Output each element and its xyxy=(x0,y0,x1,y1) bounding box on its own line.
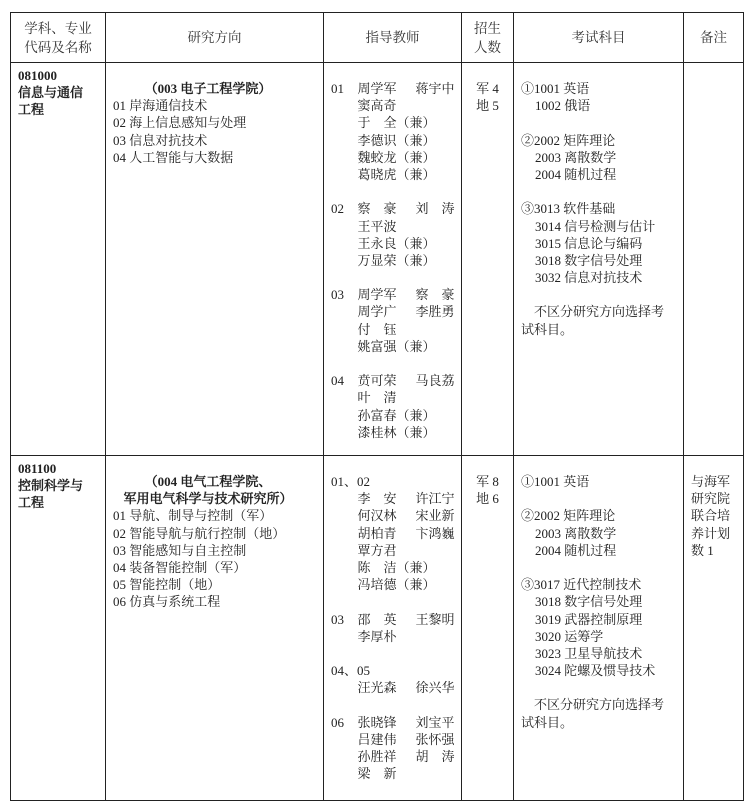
subject-name: 工程 xyxy=(18,102,45,118)
direction-item: 05 智能控制（地） xyxy=(113,577,221,593)
advisor-name: 李德识（兼） xyxy=(357,132,436,148)
exam-subject: ①1001 英语 xyxy=(521,81,590,96)
direction-item: 02 智能导航与航行控制（地） xyxy=(113,525,286,541)
advisor-name: 察 豪 xyxy=(415,287,455,303)
advisor-name: 冯培德（兼） xyxy=(357,577,436,593)
subject-name: 工程 xyxy=(18,495,45,511)
direction-item: 03 智能感知与自主控制 xyxy=(113,542,247,558)
subject-name: 信息与通信 xyxy=(18,85,84,101)
quota-value: 地 5 xyxy=(476,98,499,114)
spacer xyxy=(521,559,677,576)
advisor-name: 宋业新 xyxy=(415,508,455,524)
advisor-name: 周学军 xyxy=(357,81,397,96)
note-line: 数 1 xyxy=(691,542,714,558)
subject-cell xyxy=(11,456,106,801)
quota-value: 军 8 xyxy=(476,474,499,489)
exam-subject: 3015 信息论与编码 xyxy=(535,235,643,251)
advisor-line xyxy=(331,338,461,355)
advisor-name: 张晓锋 xyxy=(357,714,397,730)
subject-cell xyxy=(11,63,106,456)
advisor-line xyxy=(331,286,461,303)
advisor-name: 刘宝平 xyxy=(415,714,455,730)
header-exam: 考试科目 xyxy=(514,13,684,63)
quota-value: 地 6 xyxy=(476,491,499,507)
header-direction: 研究方向 xyxy=(106,13,324,63)
advisor-name: 卞鸿巍 xyxy=(415,525,455,541)
advisor-name: 孙胜祥 xyxy=(357,749,397,764)
note-line: 与海军 xyxy=(691,474,731,489)
advisor-line xyxy=(331,389,461,406)
direction-cell xyxy=(106,456,324,801)
advisor-name: 梁 新 xyxy=(357,766,397,782)
advisor-line xyxy=(331,748,461,765)
quota-value: 军 4 xyxy=(476,81,499,96)
spacer xyxy=(521,183,677,200)
advisor-name: 孙富春（兼） xyxy=(357,407,436,423)
advisor-line xyxy=(331,542,461,559)
subject-code: 081100 xyxy=(18,461,57,476)
direction-cell xyxy=(106,63,324,456)
subject-name: 控制科学与 xyxy=(18,478,84,494)
advisor-line xyxy=(331,679,461,696)
advisor-name: 王黎明 xyxy=(415,611,455,627)
advisor-name: 葛晓虎（兼） xyxy=(357,166,436,182)
direction-item: 04 装备智能控制（军） xyxy=(113,559,247,575)
advisor-line xyxy=(331,628,461,645)
advisor-group-label: 03 xyxy=(331,611,344,627)
spacer xyxy=(521,679,677,696)
spacer xyxy=(331,183,461,200)
advisor-name: 徐兴华 xyxy=(415,680,455,696)
advisor-line xyxy=(331,507,461,524)
advisor-line xyxy=(331,97,461,114)
advisor-name: 王平波 xyxy=(357,218,397,234)
advisor-line xyxy=(331,559,461,576)
advisor-name: 魏蛟龙（兼） xyxy=(357,149,436,165)
advisor-line xyxy=(331,611,461,628)
advisor-name: 万显荣（兼） xyxy=(357,252,436,268)
advisor-name: 邵 英 xyxy=(357,611,397,627)
exam-subject: 2004 随机过程 xyxy=(535,542,617,558)
advisor-name: 王永良（兼） xyxy=(357,235,436,251)
exam-subject: 2004 随机过程 xyxy=(535,166,617,182)
advisor-line xyxy=(331,200,461,217)
advisor-line xyxy=(331,714,461,731)
spacer xyxy=(331,593,461,610)
header-quota xyxy=(462,13,514,63)
header-note: 备注 xyxy=(684,13,744,63)
spacer xyxy=(331,645,461,662)
advisor-line xyxy=(331,576,461,593)
advisor-line xyxy=(331,80,461,97)
header-subject-line: 学科、专业 xyxy=(24,20,92,36)
advisor-line xyxy=(331,424,461,441)
advisor-name: 李厚朴 xyxy=(357,628,397,644)
table-row xyxy=(11,63,744,456)
college-name: 军用电气科学与技术研究所） xyxy=(123,491,293,507)
direction-item: 01 岸海通信技术 xyxy=(113,98,208,114)
advisor-name: 付 钰 xyxy=(357,321,397,337)
spacer xyxy=(331,355,461,372)
header-quota-line: 招生 xyxy=(474,20,501,36)
advisor-line xyxy=(331,252,461,269)
exam-note: 试科目。 xyxy=(521,714,574,730)
advisor-group-label: 01、02 xyxy=(331,474,371,489)
advisor-name: 姚富强（兼） xyxy=(357,338,436,354)
note-cell xyxy=(684,456,744,801)
advisor-name: 覃方君 xyxy=(357,542,397,558)
advisor-name: 胡柏青 xyxy=(357,525,397,541)
advisor-line xyxy=(331,490,461,507)
exam-subject: 3018 数字信号处理 xyxy=(535,252,643,268)
note-cell xyxy=(684,63,744,456)
subject-code: 081000 xyxy=(18,68,57,83)
advisor-name: 漆桂林（兼） xyxy=(357,424,436,440)
direction-item: 01 导航、制导与控制（军） xyxy=(113,508,273,524)
header-subject xyxy=(11,13,106,63)
spacer xyxy=(521,114,677,131)
exam-subject: 3014 信号检测与估计 xyxy=(535,218,656,234)
advisor-cell xyxy=(324,63,462,456)
exam-subject: ③3013 软件基础 xyxy=(521,201,616,217)
advisor-name: 刘 涛 xyxy=(415,201,455,217)
exam-subject: 3023 卫星导航技术 xyxy=(535,645,643,661)
direction-item: 03 信息对抗技术 xyxy=(113,132,208,148)
direction-item: 02 海上信息感知与处理 xyxy=(113,115,247,131)
spacer xyxy=(521,286,677,303)
advisor-group-label: 06 xyxy=(331,714,344,730)
exam-note: 不区分研究方向选择考 xyxy=(521,304,665,320)
exam-subject: 3018 数字信号处理 xyxy=(535,594,643,610)
advisor-line xyxy=(331,765,461,782)
college-name: （004 电气工程学院、 xyxy=(144,474,272,489)
exam-subject: ③3017 近代控制技术 xyxy=(521,577,642,593)
advisor-line xyxy=(331,132,461,149)
advisor-group-label: 03 xyxy=(331,287,344,303)
advisor-name: 周学军 xyxy=(357,287,397,303)
advisor-name: 贲可荣 xyxy=(357,373,397,389)
header-quota-line: 人数 xyxy=(474,39,501,55)
advisor-line xyxy=(331,149,461,166)
spacer xyxy=(331,269,461,286)
header-advisors: 指导教师 xyxy=(324,13,462,63)
advisor-line xyxy=(331,731,461,748)
advisor-group-label: 04 xyxy=(331,373,344,389)
exam-subject: 2003 离散数学 xyxy=(535,149,617,165)
spacer xyxy=(521,490,677,507)
advisor-group-label: 04、05 xyxy=(331,663,371,679)
advisor-line xyxy=(331,235,461,252)
exam-subject: ①1001 英语 xyxy=(521,474,590,489)
exam-note: 不区分研究方向选择考 xyxy=(521,697,665,713)
note-line: 养计划 xyxy=(691,525,731,541)
advisor-name: 胡 涛 xyxy=(415,749,455,764)
quota-cell xyxy=(462,63,514,456)
advisor-line xyxy=(331,372,461,389)
admissions-table xyxy=(10,12,744,801)
direction-item: 04 人工智能与大数据 xyxy=(113,149,234,165)
advisor-name: 汪光森 xyxy=(357,680,397,696)
exam-cell xyxy=(514,63,684,456)
advisor-name: 马良荔 xyxy=(415,373,455,389)
advisor-name: 于 全（兼） xyxy=(357,115,436,131)
spacer xyxy=(331,696,461,713)
advisor-name: 何汉林 xyxy=(357,508,397,524)
exam-note: 试科目。 xyxy=(521,321,574,337)
advisor-line xyxy=(331,114,461,131)
advisor-name: 周学广 xyxy=(357,304,397,320)
exam-subject: 2003 离散数学 xyxy=(535,525,617,541)
header-subject-line: 代码及名称 xyxy=(24,39,92,55)
exam-subject: 3019 武器控制原理 xyxy=(535,611,643,627)
advisor-group-label: 01 xyxy=(331,81,344,96)
advisor-name: 李 安 xyxy=(357,491,397,507)
table-row xyxy=(11,456,744,801)
advisor-name: 察 豪 xyxy=(357,201,397,217)
exam-subject: 3024 陀螺及惯导技术 xyxy=(535,663,656,679)
advisor-group-label: 02 xyxy=(331,201,344,217)
advisor-cell xyxy=(324,456,462,801)
advisor-name: 许江宁 xyxy=(415,491,455,507)
advisor-name: 蒋宇中 xyxy=(415,81,455,96)
advisor-name: 张怀强 xyxy=(415,731,455,747)
exam-cell xyxy=(514,456,684,801)
advisor-line xyxy=(331,166,461,183)
advisor-name: 吕建伟 xyxy=(357,731,397,747)
note-line: 研究院 xyxy=(691,491,731,507)
exam-subject: 3032 信息对抗技术 xyxy=(535,270,643,286)
advisor-name: 叶 清 xyxy=(357,390,397,406)
exam-subject: ②2002 矩阵理论 xyxy=(521,132,616,148)
advisor-line xyxy=(331,303,461,320)
advisor-line xyxy=(331,321,461,338)
advisor-line xyxy=(331,218,461,235)
advisor-name: 李胜勇 xyxy=(415,304,455,320)
exam-subject: ②2002 矩阵理论 xyxy=(521,508,616,524)
exam-subject: 3020 运筹学 xyxy=(535,628,604,644)
exam-subject: 1002 俄语 xyxy=(535,98,591,114)
note-line: 联合培 xyxy=(691,508,731,524)
advisor-line xyxy=(331,525,461,542)
college-name: （003 电子工程学院） xyxy=(144,81,272,96)
advisor-name: 窦高奇 xyxy=(357,98,397,114)
advisor-name: 陈 洁（兼） xyxy=(357,559,436,575)
direction-item: 06 仿真与系统工程 xyxy=(113,594,221,610)
header-row xyxy=(11,13,744,63)
advisor-line xyxy=(331,407,461,424)
